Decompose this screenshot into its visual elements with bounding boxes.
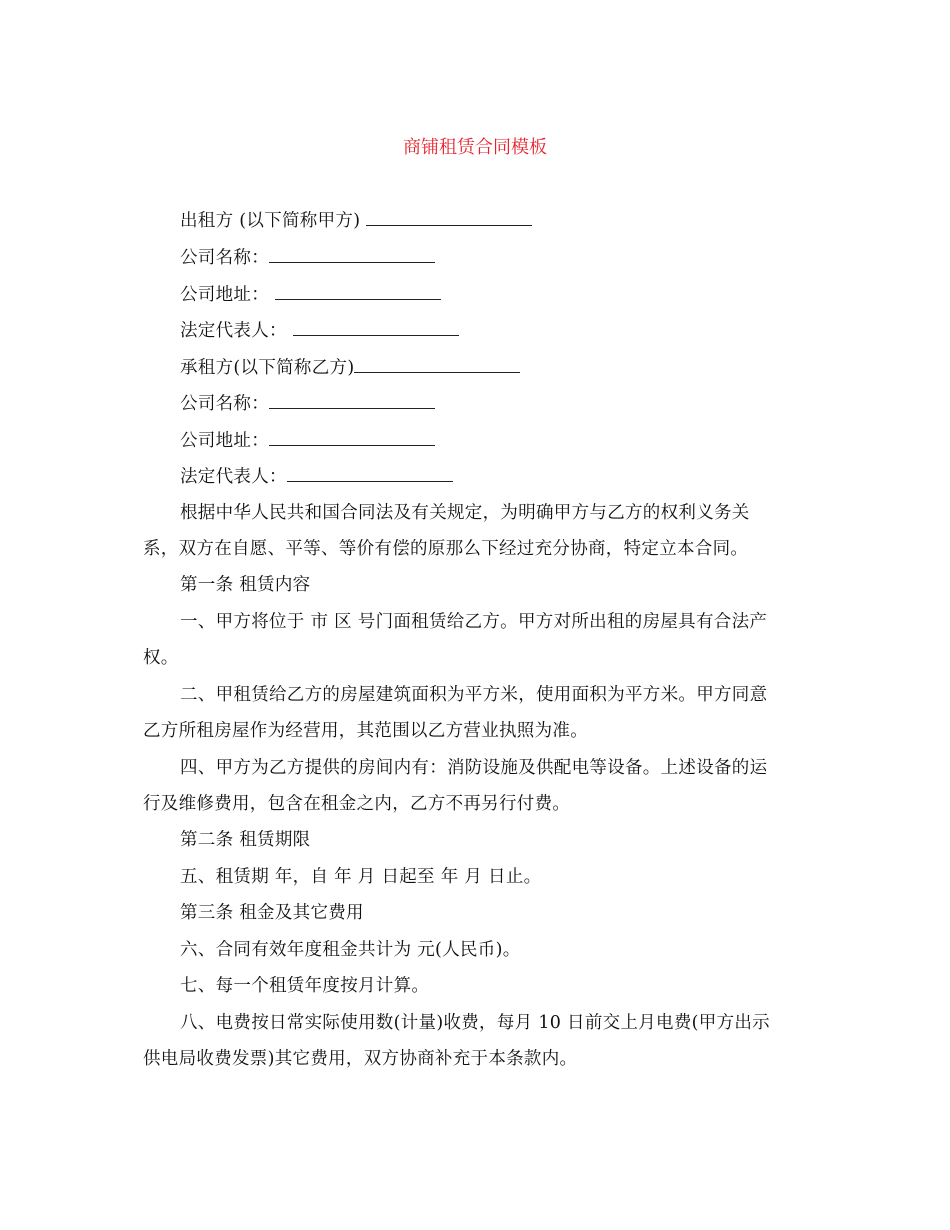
lessor-rep-blank (293, 318, 459, 336)
lessor-address-blank (275, 282, 441, 300)
lessee-address-blank (269, 428, 435, 446)
lessee-line (180, 355, 520, 380)
clause1-line-2: 权。 (143, 648, 179, 668)
clause4-line-1: 四、甲方为乙方提供的房间内有：消防设施及供配电等设备。上述设备的运 (180, 758, 768, 778)
lessee-rep-label: 法定代表人： (180, 467, 287, 487)
lessee-company-blank (269, 391, 435, 409)
lessor-address-label: 公司地址： (180, 285, 275, 305)
lessor-company-blank (269, 245, 435, 263)
lessor-company-label: 公司名称： (180, 248, 269, 268)
lessee-company-label: 公司名称： (180, 394, 269, 414)
lessee-company-line (180, 391, 435, 416)
clause2-line-2: 乙方所租房屋作为经营用，其范围以乙方营业执照为准。 (143, 721, 588, 741)
lessee-rep-line (180, 464, 453, 489)
clause1-line-1: 一、甲方将位于 市 区 号门面租赁给乙方。甲方对所出租的房屋具有合法产 (180, 612, 768, 632)
article1-heading: 第一条 租赁内容 (180, 575, 311, 595)
document-title: 商铺租赁合同模板 (403, 137, 547, 158)
clause2-line-1: 二、甲租赁给乙方的房屋建筑面积为平方米，使用面积为平方米。甲方同意 (180, 685, 768, 705)
clause4-line-2: 行及维修费用，包含在租金之内，乙方不再另行付费。 (143, 794, 571, 814)
lessee-rep-blank (287, 464, 453, 482)
lessor-line (180, 208, 532, 233)
article2-heading: 第二条 租赁期限 (180, 830, 311, 850)
lessor-company-line (180, 245, 435, 270)
lessee-address-label: 公司地址： (180, 431, 269, 451)
lessor-rep-label: 法定代表人： (180, 321, 293, 341)
lessor-label: 出租方 (以下简称甲方) (180, 211, 367, 231)
intro-line-1: 根据中华人民共和国合同法及有关规定，为明确甲方与乙方的权利义务关 (180, 503, 750, 523)
lessor-rep-line (180, 318, 459, 343)
clause6: 六、合同有效年度租金共计为 元(人民币)。 (180, 940, 521, 960)
clause8-line-2: 供电局收费发票)其它费用，双方协商补充于本条款内。 (143, 1049, 578, 1069)
lessor-address-line (180, 282, 441, 307)
lessor-blank (366, 208, 532, 226)
article3-heading: 第三条 租金及其它费用 (180, 903, 364, 923)
lessee-blank (354, 355, 520, 373)
clause7: 七、每一个租赁年度按月计算。 (180, 976, 430, 996)
lessee-label: 承租方(以下简称乙方) (180, 358, 355, 378)
intro-line-2: 系，双方在自愿、平等、等价有偿的原那么下经过充分协商，特定立本合同。 (143, 539, 749, 559)
clause8-line-1: 八、电费按日常实际使用数(计量)收费，每月 10 日前交上月电费(甲方出示 (180, 1013, 770, 1033)
clause5: 五、租赁期 年，自 年 月 日起至 年 月 日止。 (180, 867, 542, 887)
lessee-address-line (180, 428, 435, 453)
